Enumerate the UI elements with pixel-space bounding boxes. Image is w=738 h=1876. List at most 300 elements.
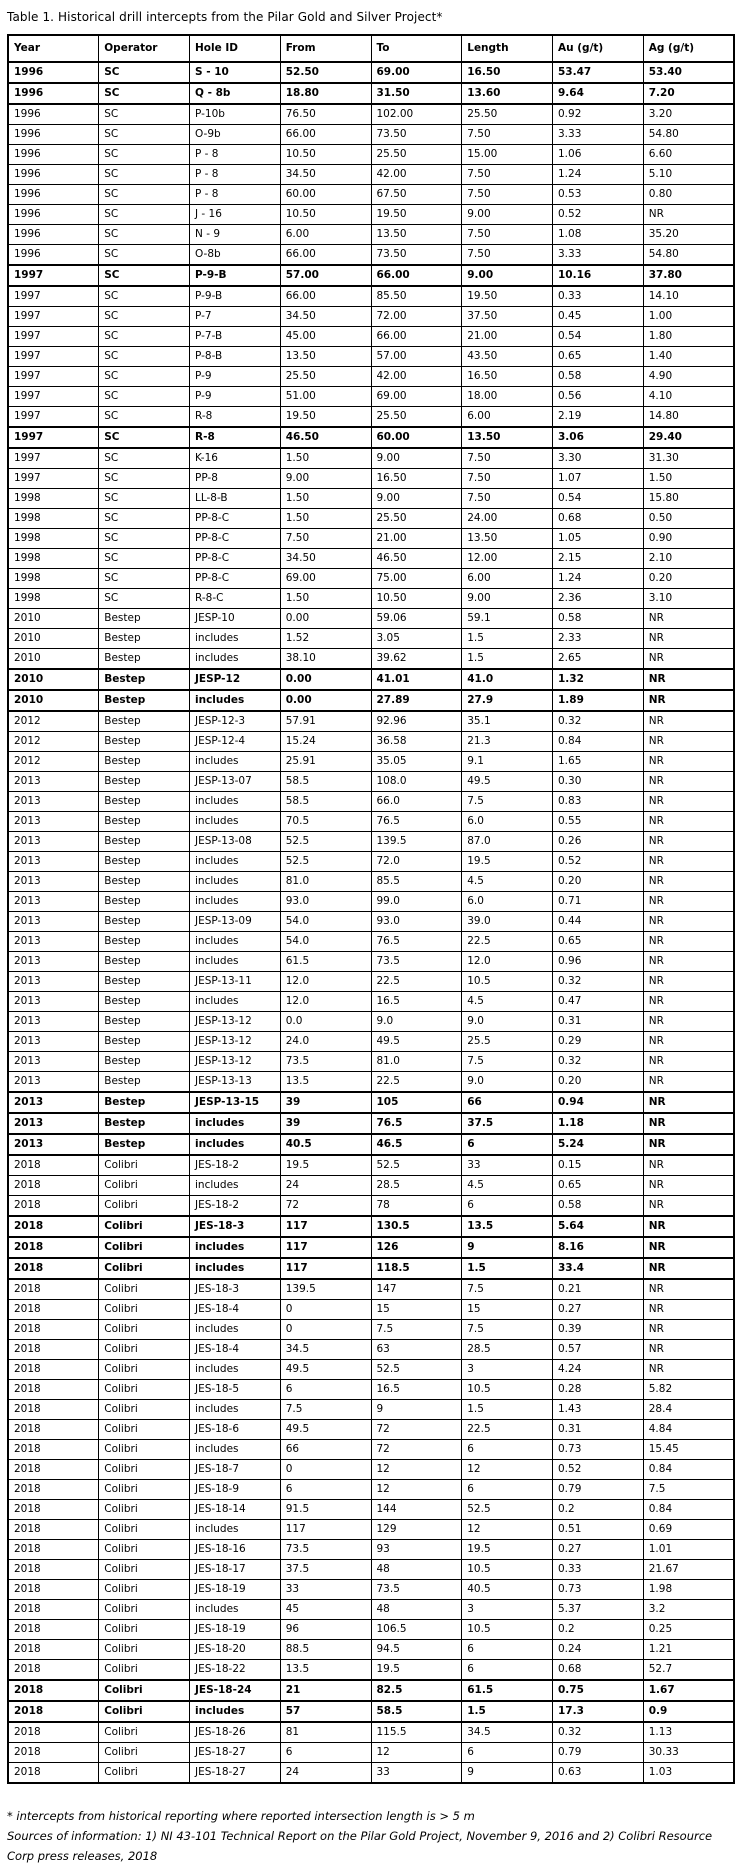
table-cell: 7.50 xyxy=(462,448,553,469)
table-cell: 34.5 xyxy=(280,1340,371,1360)
table-cell: includes xyxy=(190,1701,281,1722)
table-cell: 1.24 xyxy=(553,165,644,185)
table-row xyxy=(8,1012,734,1032)
table-cell: 0.33 xyxy=(553,286,644,307)
table-cell: J - 16 xyxy=(190,205,281,225)
table-cell: 1.5 xyxy=(462,1701,553,1722)
table-cell: 12 xyxy=(371,1480,462,1500)
table-cell: 0.45 xyxy=(553,307,644,327)
table-cell: 102.00 xyxy=(371,104,462,125)
table-row xyxy=(8,145,734,165)
table-cell: JES-18-17 xyxy=(190,1560,281,1580)
table-cell: 42.00 xyxy=(371,165,462,185)
table-cell: 0.65 xyxy=(553,932,644,952)
table-row xyxy=(8,104,734,125)
table-cell: 0.80 xyxy=(643,185,734,205)
table-cell: 72.0 xyxy=(371,852,462,872)
table-cell: 139.5 xyxy=(371,832,462,852)
table-cell: 2013 xyxy=(8,872,99,892)
table-row xyxy=(8,509,734,529)
table-cell: 0.33 xyxy=(553,1560,644,1580)
table-cell: 1998 xyxy=(8,589,99,609)
table-row xyxy=(8,1279,734,1300)
table-cell: NR xyxy=(643,912,734,932)
table-cell: 2018 xyxy=(8,1300,99,1320)
table-cell: 76.5 xyxy=(371,932,462,952)
table-cell: 25.50 xyxy=(371,509,462,529)
table-cell: includes xyxy=(190,1520,281,1540)
table-cell: JES-18-26 xyxy=(190,1722,281,1743)
table-cell: 1997 xyxy=(8,307,99,327)
table-cell: 6 xyxy=(280,1743,371,1763)
table-cell: Colibri xyxy=(99,1279,190,1300)
table-cell: NR xyxy=(643,972,734,992)
table-cell: 70.5 xyxy=(280,812,371,832)
table-row xyxy=(8,1460,734,1480)
table-cell: 10.5 xyxy=(462,972,553,992)
table-cell: 85.50 xyxy=(371,286,462,307)
table-cell: 16.5 xyxy=(371,1380,462,1400)
table-cell: 9.64 xyxy=(553,83,644,104)
table-cell: 0.54 xyxy=(553,327,644,347)
table-cell: 27.89 xyxy=(371,690,462,711)
table-cell: 2013 xyxy=(8,1134,99,1155)
table-cell: JES-18-3 xyxy=(190,1279,281,1300)
table-row xyxy=(8,952,734,972)
table-cell: 0.79 xyxy=(553,1480,644,1500)
table-cell: 22.5 xyxy=(371,1072,462,1093)
table-cell: 4.24 xyxy=(553,1360,644,1380)
table-cell: 22.5 xyxy=(462,1420,553,1440)
table-cell: 6.00 xyxy=(462,407,553,428)
table-cell: 1.5 xyxy=(462,1400,553,1420)
table-cell: Colibri xyxy=(99,1258,190,1279)
table-cell: SC xyxy=(99,387,190,407)
table-cell: 15.45 xyxy=(643,1440,734,1460)
table-cell: Bestep xyxy=(99,732,190,752)
table-cell: Colibri xyxy=(99,1380,190,1400)
table-row xyxy=(8,245,734,266)
table-cell: 60.00 xyxy=(371,427,462,448)
table-cell: 14.80 xyxy=(643,407,734,428)
table-cell: 2018 xyxy=(8,1155,99,1176)
table-cell: Bestep xyxy=(99,629,190,649)
table-cell: PP-8-C xyxy=(190,549,281,569)
table-cell: 88.5 xyxy=(280,1640,371,1660)
table-cell: P-9 xyxy=(190,387,281,407)
table-cell: SC xyxy=(99,185,190,205)
table-cell: SC xyxy=(99,165,190,185)
table-row xyxy=(8,1176,734,1196)
table-cell: 66.0 xyxy=(371,792,462,812)
table-cell: 0.50 xyxy=(643,509,734,529)
table-cell: 2010 xyxy=(8,669,99,690)
table-cell: Colibri xyxy=(99,1743,190,1763)
table-cell: 9 xyxy=(462,1763,553,1784)
table-cell: 9.0 xyxy=(371,1012,462,1032)
table-cell: 46.50 xyxy=(280,427,371,448)
table-cell: 0.00 xyxy=(280,690,371,711)
table-cell: Bestep xyxy=(99,1052,190,1072)
table-cell: 52.50 xyxy=(280,62,371,83)
table-cell: NR xyxy=(643,1176,734,1196)
table-cell: 6 xyxy=(462,1743,553,1763)
table-cell: 2018 xyxy=(8,1320,99,1340)
table-cell: 2013 xyxy=(8,992,99,1012)
table-cell: 72.00 xyxy=(371,307,462,327)
table-cell: 7.50 xyxy=(462,245,553,266)
table-cell: 117 xyxy=(280,1258,371,1279)
table-cell: 33 xyxy=(371,1763,462,1784)
table-cell: 41.0 xyxy=(462,669,553,690)
table-cell: JES-18-20 xyxy=(190,1640,281,1660)
table-cell: P-9-B xyxy=(190,286,281,307)
table-cell: Bestep xyxy=(99,932,190,952)
table-cell: NR xyxy=(643,1134,734,1155)
table-cell: 2018 xyxy=(8,1400,99,1420)
table-cell: SC xyxy=(99,529,190,549)
table-cell: 5.82 xyxy=(643,1380,734,1400)
table-cell: 16.50 xyxy=(462,62,553,83)
table-cell: 52.5 xyxy=(462,1500,553,1520)
table-cell: includes xyxy=(190,872,281,892)
table-cell: 5.37 xyxy=(553,1600,644,1620)
table-cell: 58.5 xyxy=(280,772,371,792)
table-cell: NR xyxy=(643,669,734,690)
table-cell: 19.50 xyxy=(462,286,553,307)
table-row xyxy=(8,589,734,609)
table-cell: 91.5 xyxy=(280,1500,371,1520)
table-cell: 19.5 xyxy=(280,1155,371,1176)
table-cell: 25.91 xyxy=(280,752,371,772)
table-cell: 0.63 xyxy=(553,1763,644,1784)
table-cell: 2018 xyxy=(8,1500,99,1520)
table-cell: 19.5 xyxy=(371,1660,462,1681)
table-row xyxy=(8,1340,734,1360)
table-cell: Colibri xyxy=(99,1340,190,1360)
table-row xyxy=(8,649,734,670)
table-row xyxy=(8,732,734,752)
table-cell: 129 xyxy=(371,1520,462,1540)
table-cell: 2018 xyxy=(8,1340,99,1360)
table-cell: NR xyxy=(643,690,734,711)
table-cell: 24.00 xyxy=(462,509,553,529)
table-cell: 9 xyxy=(371,1400,462,1420)
table-cell: NR xyxy=(643,1012,734,1032)
table-cell: SC xyxy=(99,509,190,529)
table-cell: 41.01 xyxy=(371,669,462,690)
table-cell: 99.0 xyxy=(371,892,462,912)
table-cell: NR xyxy=(643,852,734,872)
table-cell: Bestep xyxy=(99,1134,190,1155)
table-cell: 1997 xyxy=(8,367,99,387)
table-cell: 72 xyxy=(371,1440,462,1460)
table-cell: 7.5 xyxy=(462,1052,553,1072)
table-cell: 93.0 xyxy=(371,912,462,932)
table-cell: 29.40 xyxy=(643,427,734,448)
table-cell: 0.20 xyxy=(553,872,644,892)
table-cell: 117 xyxy=(280,1216,371,1237)
table-cell: NR xyxy=(643,892,734,912)
table-cell: 59.1 xyxy=(462,609,553,629)
table-cell: 9 xyxy=(462,1237,553,1258)
table-cell: 2012 xyxy=(8,732,99,752)
table-cell: P-7-B xyxy=(190,327,281,347)
table-cell: 2018 xyxy=(8,1196,99,1217)
table-cell: 1996 xyxy=(8,83,99,104)
table-cell: 37.50 xyxy=(462,307,553,327)
table-cell: 2018 xyxy=(8,1480,99,1500)
table-row xyxy=(8,872,734,892)
table-cell: 6.00 xyxy=(462,569,553,589)
table-cell: 45 xyxy=(280,1600,371,1620)
table-cell: includes xyxy=(190,1600,281,1620)
table-cell: 2018 xyxy=(8,1360,99,1380)
table-cell: PP-8 xyxy=(190,469,281,489)
table-cell: SC xyxy=(99,569,190,589)
table-cell: 0.2 xyxy=(553,1620,644,1640)
table-cell: 7.50 xyxy=(462,225,553,245)
table-cell: 66.00 xyxy=(280,286,371,307)
table-row xyxy=(8,1320,734,1340)
table-cell: JES-18-5 xyxy=(190,1380,281,1400)
table-cell: 30.33 xyxy=(643,1743,734,1763)
table-cell: 13.50 xyxy=(462,529,553,549)
table-cell: 0.29 xyxy=(553,1032,644,1052)
table-cell: 75.00 xyxy=(371,569,462,589)
table-cell: 49.5 xyxy=(280,1360,371,1380)
table-cell: 66.00 xyxy=(280,245,371,266)
table-cell: 1.06 xyxy=(553,145,644,165)
table-cell: 0.56 xyxy=(553,387,644,407)
table-row xyxy=(8,1540,734,1560)
table-cell: 58.5 xyxy=(371,1701,462,1722)
table-cell: 39 xyxy=(280,1113,371,1134)
table-cell: 7.5 xyxy=(643,1480,734,1500)
table-cell: includes xyxy=(190,952,281,972)
table-cell: JES-18-7 xyxy=(190,1460,281,1480)
table-cell: JESP-13-12 xyxy=(190,1052,281,1072)
table-cell: NR xyxy=(643,629,734,649)
table-row xyxy=(8,1216,734,1237)
table-cell: 52.5 xyxy=(371,1360,462,1380)
table-cell: 1996 xyxy=(8,62,99,83)
table-cell: 3.30 xyxy=(553,448,644,469)
table-cell: 28.5 xyxy=(462,1340,553,1360)
table-cell: 37.5 xyxy=(280,1560,371,1580)
table-cell: 7.5 xyxy=(462,792,553,812)
table-cell: 6.60 xyxy=(643,145,734,165)
table-row xyxy=(8,367,734,387)
table-cell: Colibri xyxy=(99,1620,190,1640)
table-cell: 13.5 xyxy=(280,1072,371,1093)
table-cell: Bestep xyxy=(99,669,190,690)
table-cell: NR xyxy=(643,1155,734,1176)
table-row xyxy=(8,1400,734,1420)
table-cell: 66.00 xyxy=(280,125,371,145)
table-cell: R-8 xyxy=(190,427,281,448)
table-cell: 12.0 xyxy=(280,992,371,1012)
table-cell: 0.0 xyxy=(280,1012,371,1032)
table-cell: Bestep xyxy=(99,690,190,711)
table-row xyxy=(8,1072,734,1093)
table-cell: includes xyxy=(190,690,281,711)
table-cell: 57.91 xyxy=(280,711,371,732)
table-cell: 27.9 xyxy=(462,690,553,711)
table-cell: 2.19 xyxy=(553,407,644,428)
table-cell: 6 xyxy=(462,1640,553,1660)
table-cell: 16.5 xyxy=(371,992,462,1012)
table-cell: NR xyxy=(643,1092,734,1113)
table-cell: Bestep xyxy=(99,711,190,732)
table-cell: 33 xyxy=(280,1580,371,1600)
table-cell: includes xyxy=(190,1176,281,1196)
table-cell: 13.50 xyxy=(462,427,553,448)
footnote-sources: Sources of information: 1) NI 43-101 Technical Report on the Pilar Gold Project, November 9, 2016 and 2) Colibri Resource Corp press releases, 2018 xyxy=(7,1829,713,1863)
table-cell: 39.62 xyxy=(371,649,462,670)
table-row xyxy=(8,286,734,307)
table-cell: includes xyxy=(190,892,281,912)
table-cell: JES-18-27 xyxy=(190,1763,281,1784)
table-cell: Colibri xyxy=(99,1400,190,1420)
table-cell: 2013 xyxy=(8,812,99,832)
table-cell: Colibri xyxy=(99,1196,190,1217)
table-cell: 48 xyxy=(371,1600,462,1620)
table-cell: 52.5 xyxy=(280,852,371,872)
table-row xyxy=(8,1300,734,1320)
table-cell: 0.00 xyxy=(280,609,371,629)
table-cell: 6.00 xyxy=(280,225,371,245)
table-cell: 117 xyxy=(280,1520,371,1540)
table-cell: 9.00 xyxy=(462,205,553,225)
table-row xyxy=(8,489,734,509)
table-cell: 0.31 xyxy=(553,1420,644,1440)
table-row xyxy=(8,669,734,690)
table-cell: 1.67 xyxy=(643,1680,734,1701)
table-cell: 2013 xyxy=(8,1012,99,1032)
table-cell: Bestep xyxy=(99,609,190,629)
table-cell: 4.84 xyxy=(643,1420,734,1440)
table-cell: SC xyxy=(99,469,190,489)
table-cell: 0.73 xyxy=(553,1440,644,1460)
table-cell: 38.10 xyxy=(280,649,371,670)
table-cell: Colibri xyxy=(99,1600,190,1620)
table-row xyxy=(8,912,734,932)
table-cell: Colibri xyxy=(99,1580,190,1600)
table-cell: 1997 xyxy=(8,347,99,367)
table-cell: 9.00 xyxy=(462,265,553,286)
table-cell: 2013 xyxy=(8,852,99,872)
table-cell: PP-8-C xyxy=(190,529,281,549)
table-cell: Bestep xyxy=(99,892,190,912)
table-cell: 144 xyxy=(371,1500,462,1520)
table-row xyxy=(8,609,734,629)
table-cell: 0.2 xyxy=(553,1500,644,1520)
table-cell: 1997 xyxy=(8,286,99,307)
table-cell: 2018 xyxy=(8,1420,99,1440)
table-cell: 17.3 xyxy=(553,1701,644,1722)
table-cell: 3.2 xyxy=(643,1600,734,1620)
table-cell: 19.50 xyxy=(280,407,371,428)
table-cell: JES-18-3 xyxy=(190,1216,281,1237)
table-cell: 1.50 xyxy=(643,469,734,489)
table-cell: 2018 xyxy=(8,1216,99,1237)
table-cell: NR xyxy=(643,609,734,629)
table-cell: NR xyxy=(643,711,734,732)
table-row xyxy=(8,1560,734,1580)
table-cell: 1.52 xyxy=(280,629,371,649)
table-cell: 9.00 xyxy=(371,489,462,509)
table-cell: 2.33 xyxy=(553,629,644,649)
table-cell: Bestep xyxy=(99,752,190,772)
table-row xyxy=(8,1258,734,1279)
table-row xyxy=(8,569,734,589)
table-cell: 2013 xyxy=(8,1092,99,1113)
table-cell: 15.80 xyxy=(643,489,734,509)
table-cell: 2018 xyxy=(8,1520,99,1540)
table-cell: 1.98 xyxy=(643,1580,734,1600)
table-cell: PP-8-C xyxy=(190,509,281,529)
column-header: Hole ID xyxy=(190,35,281,62)
table-cell: SC xyxy=(99,286,190,307)
table-cell: 3.06 xyxy=(553,427,644,448)
table-cell: O-8b xyxy=(190,245,281,266)
table-cell: Colibri xyxy=(99,1300,190,1320)
table-cell: 1996 xyxy=(8,205,99,225)
table-cell: 9.1 xyxy=(462,752,553,772)
table-cell: P-8-B xyxy=(190,347,281,367)
table-cell: 0.44 xyxy=(553,912,644,932)
table-cell: NR xyxy=(643,205,734,225)
table-cell: 40.5 xyxy=(462,1580,553,1600)
table-cell: 15 xyxy=(462,1300,553,1320)
table-row xyxy=(8,1380,734,1400)
table-row xyxy=(8,1032,734,1052)
table-cell: 49.5 xyxy=(462,772,553,792)
table-cell: 7.5 xyxy=(280,1400,371,1420)
table-cell: 1996 xyxy=(8,185,99,205)
table-cell: JES-18-2 xyxy=(190,1196,281,1217)
table-row xyxy=(8,185,734,205)
table-cell: 1.21 xyxy=(643,1640,734,1660)
table-cell: 1997 xyxy=(8,265,99,286)
table-cell: 92.96 xyxy=(371,711,462,732)
table-cell: 25.50 xyxy=(371,145,462,165)
table-row xyxy=(8,125,734,145)
table-cell: Bestep xyxy=(99,912,190,932)
table-cell: 0.54 xyxy=(553,489,644,509)
table-cell: 2.65 xyxy=(553,649,644,670)
table-cell: 2018 xyxy=(8,1560,99,1580)
table-cell: 10.5 xyxy=(462,1380,553,1400)
table-cell: 0.65 xyxy=(553,347,644,367)
footnote-asterisk: * intercepts from historical reporting where reported intersection length is > 5 m xyxy=(7,1809,475,1823)
table-cell: 0.73 xyxy=(553,1580,644,1600)
table-row xyxy=(8,932,734,952)
table-cell: 25.50 xyxy=(462,104,553,125)
table-cell: 76.5 xyxy=(371,1113,462,1134)
table-cell: JES-18-9 xyxy=(190,1480,281,1500)
table-cell: NR xyxy=(643,1216,734,1237)
table-cell: NR xyxy=(643,832,734,852)
table-cell: 4.90 xyxy=(643,367,734,387)
table-cell: Bestep xyxy=(99,792,190,812)
table-cell: 52.7 xyxy=(643,1660,734,1681)
table-cell: 58.5 xyxy=(280,792,371,812)
table-cell: Bestep xyxy=(99,1092,190,1113)
table-cell: 10.5 xyxy=(462,1620,553,1640)
table-cell: NR xyxy=(643,792,734,812)
